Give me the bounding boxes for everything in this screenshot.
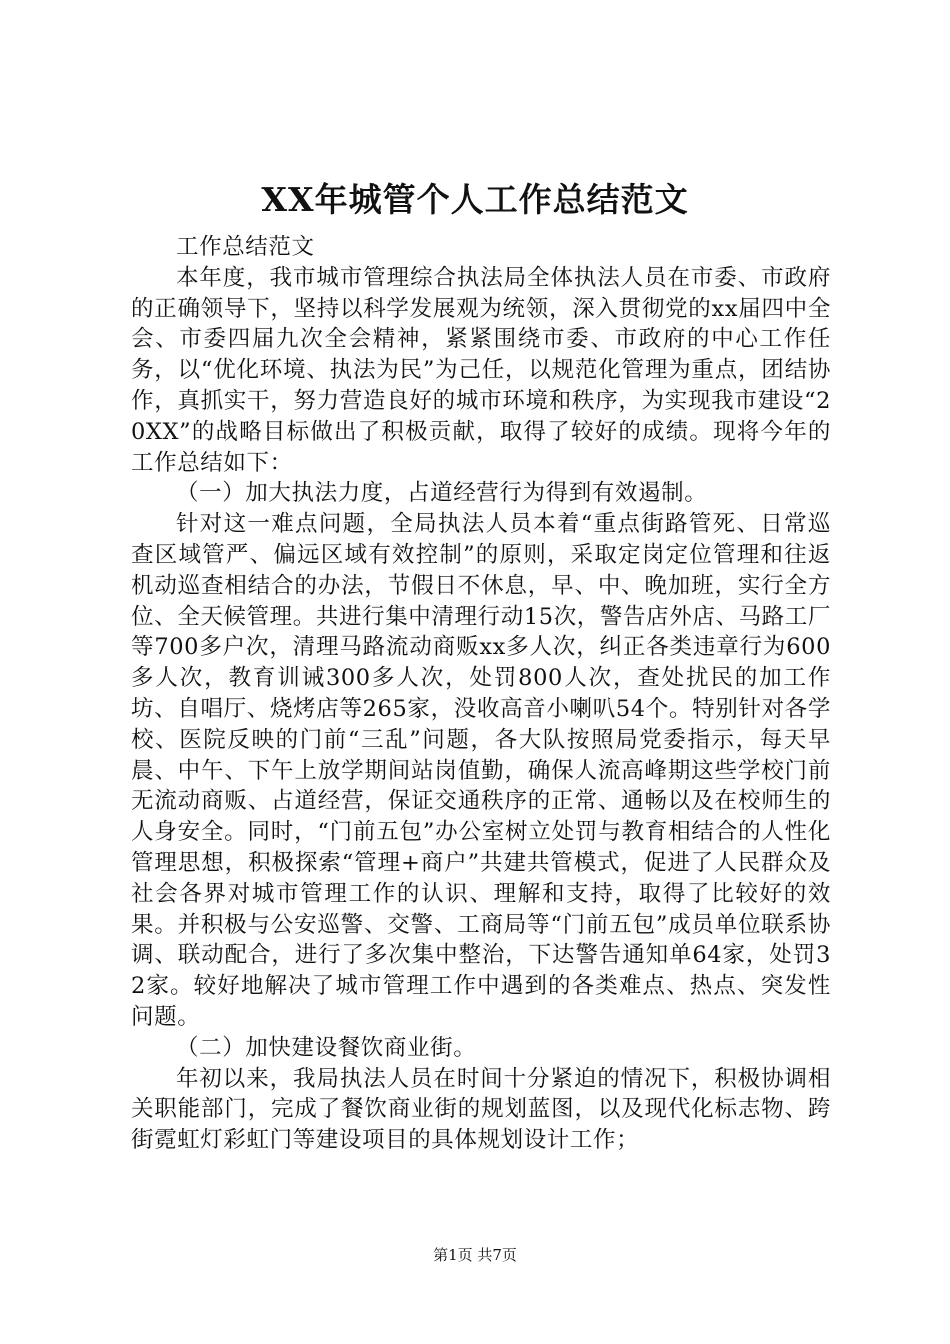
paragraph-section-1: 针对这一难点问题，全局执法人员本着“重点街路管死、日常巡查区域管严、偏远区域有效控制”的原则，采取定岗定位管理和往返机动巡查相结合的办法，节假日不休息，早、中、晚加班，实行全方位、全天候管理。共进行集中清理行动15次，警告店外店、马路工厂等700多户次，清理马路流动商贩xx多人次，纠正各类违章行为600多人次，教育训诫300多人次，处罚800人次，查处扰民的加工作坊、自唱厅、烧烤店等265家，没收高音小喇叭54个。特别针对各学校、医院反映的门前“三乱”问题，各大队按照局党委指示，每天早晨、中午、下午上放学期间站岗值勤，确保人流高峰期这些学校门前无流动商贩、占道经营，保证交通秩序的正常、通畅以及在校师生的人身安全。同时，“门前五包”办公室树立处罚与教育相结合的人性化管理思想，积极探索“管理+商户”共建共管模式，促进了人民群众及社会各界对城市管理工作的认识、理解和支持，取得了比较好的效果。并积极与公安巡警、交警、工商局等“门前五包”成员单位联系协调、联动配合，进行了多次集中整治，下达警告通知单64家，处罚32家。较好地解决了城市管理工作中遇到的各类难点、热点、突发性问题。 bbox=[131, 511, 831, 1030]
section-heading-2: （二）加快建设餐饮商业街。 bbox=[176, 1034, 477, 1061]
section-heading-1: （一）加大执法力度，占道经营行为得到有效遏制。 bbox=[176, 480, 708, 507]
document-body bbox=[131, 232, 831, 1156]
document-title: XX年城管个人工作总结范文 bbox=[261, 180, 689, 219]
paragraph-intro: 本年度，我市城市管理综合执法局全体执法人员在市委、市政府的正确领导下，坚持以科学发展观为统领，深入贯彻党的xx届四中全会、市委四届九次全会精神，紧紧围绕市委、市政府的中心工作任务，以“优化环境、执法为民”为己任，以规范化管理为重点，团结协作，真抓实干，努力营造良好的城市环境和秩序，为实现我市建设“20XX”的战略目标做出了积极贡献，取得了较好的成绩。现将今年的工作总结如下： bbox=[131, 264, 831, 476]
page-number-footer: 第1页 共7页 bbox=[433, 1246, 517, 1264]
paragraph-section-2: 年初以来，我局执法人员在时间十分紧迫的情况下，积极协调相关职能部门，完成了餐饮商业街的规划蓝图，以及现代化标志物、跨街霓虹灯彩虹门等建设项目的具体规划设计工作； bbox=[131, 1065, 831, 1154]
paragraph-heading-summary: 工作总结范文 bbox=[176, 234, 315, 260]
